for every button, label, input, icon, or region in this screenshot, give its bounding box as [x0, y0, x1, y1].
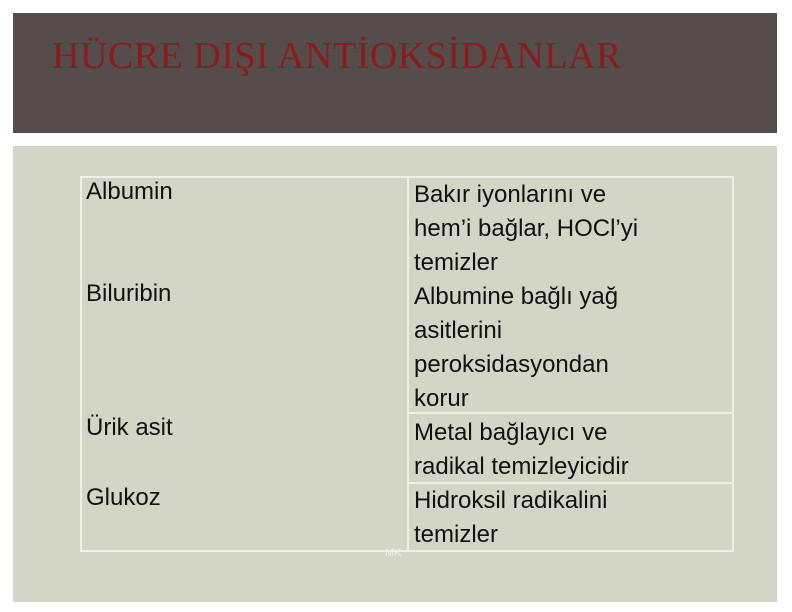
table-border-left [80, 176, 82, 552]
watermark: MK [385, 547, 402, 559]
text-line: temizler [414, 249, 499, 276]
table-cell-left: Biluribin [86, 280, 172, 307]
text-line: temizler [414, 521, 499, 548]
text-line: Albumine bağlı yağ [414, 283, 619, 310]
table-column-divider [407, 176, 409, 552]
text-line: hem’i bağlar, HOCl’yi [414, 215, 639, 242]
text-line: Hidroksil radikalini [414, 487, 608, 514]
antioxidant-table [80, 176, 734, 552]
text-line: Metal bağlayıcı ve [414, 419, 608, 446]
text-line: korur [414, 385, 469, 412]
table-cell-right [414, 178, 732, 552]
text-line: Bakır iyonlarını ve [414, 181, 607, 208]
table-cell-left: Glukoz [86, 484, 161, 511]
text-line: radikal temizleyicidir [414, 453, 629, 480]
table-border-right [732, 176, 734, 552]
table-cell-left: Albumin [86, 178, 173, 205]
text-line: asitlerini [414, 317, 503, 344]
slide-title: HÜCRE DIŞI ANTİOKSİDANLAR [52, 35, 622, 77]
table-cell-left: Ürik asit [86, 414, 173, 441]
text-line: peroksidasyondan [414, 351, 609, 378]
